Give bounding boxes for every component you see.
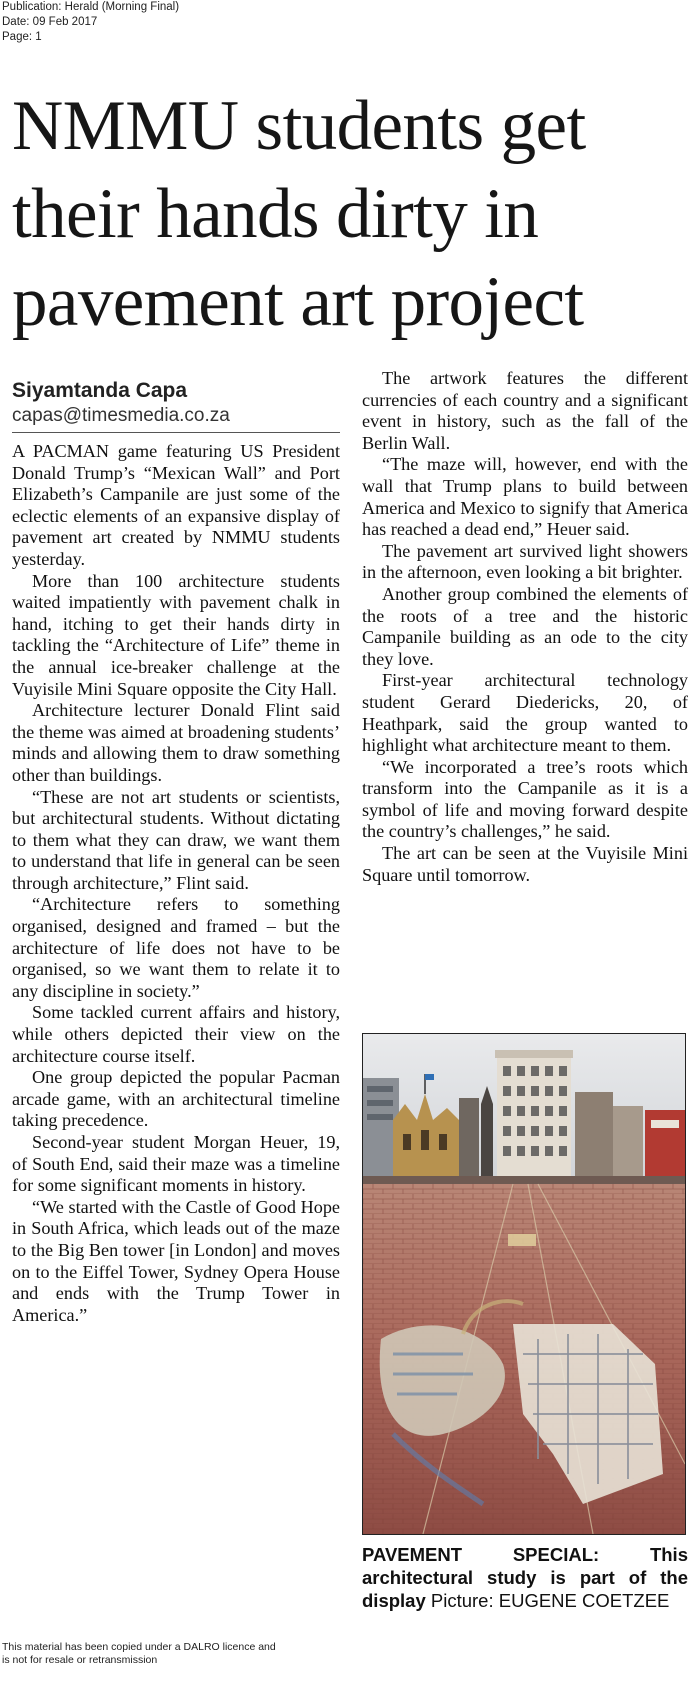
article-paragraph: “We started with the Castle of Good Hope in South Africa, which leads out of the maze to the Big Ben tower [in London] and moves on to the Eiffel Tower, Sydney Opera House and ends with the Trump Tower in America.” — [12, 1196, 340, 1325]
article-headline: NMMU students get their hands dirty in pavement art project — [12, 87, 586, 341]
publication-meta — [2, 0, 179, 45]
article-paragraph: A PACMAN game featuring US President Donald Trump’s “Mexican Wall” and Port Elizabeth’s Campanile are just some of the eclectic elements of an expansive display of pavement art created by NMMU students yesterday. — [12, 441, 340, 569]
licence-line-1: This material has been copied under a DALRO licence and — [2, 1641, 276, 1653]
caption-credit: Picture: EUGENE COETZEE — [425, 1590, 670, 1611]
byline-email: capas@timesmedia.co.za — [12, 404, 340, 433]
article-paragraph: “These are not art students or scientists, but architectural students. Without dictating to them what they can draw, we want them to understand that life in general can be seen through architecture,” Flint said. — [12, 786, 340, 893]
article-photo — [362, 1033, 686, 1535]
licence-line-2: is not for resale or retransmission — [2, 1654, 158, 1666]
article-paragraph: “Architecture refers to something organised, designed and framed – but the architecture of life does not have to be organised, so we want them to relate it to any discipline in society.” — [12, 894, 340, 1001]
article-paragraph: Some tackled current affairs and history, while others depicted their view on the architecture course itself. — [12, 1002, 340, 1066]
article-paragraph: Second-year student Morgan Heuer, 19, of South End, said their maze was a timeline for some significant moments in history. — [12, 1132, 340, 1196]
article-paragraph: “We incorporated a tree’s roots which transform into the Campanile as it is a symbol of life and moving forward despite the country’s challenges,” he said. — [362, 756, 688, 842]
caption-lead: PAVEMENT SPECIAL: This architectural study is part of the display — [362, 1544, 688, 1611]
article-column-right — [362, 368, 688, 886]
article-paragraph: Another group combined the elements of the roots of a tree and the historic Campanile building as an ode to the city they love. — [362, 583, 688, 669]
article-paragraph: “The maze will, however, end with the wall that Trump plans to build between America and Mexico to signify that America has reached a dead end,” Heuer said. — [362, 454, 688, 540]
publication-date: Date: 09 Feb 2017 — [2, 16, 98, 28]
article-paragraph: The art can be seen at the Vuyisile Mini Square until tomorrow. — [362, 843, 688, 885]
article-paragraph: First-year architectural technology student Gerard Diedericks, 20, of Heathpark, said the group wanted to highlight what architecture meant to them. — [362, 670, 688, 756]
publication-name: Publication: Herald (Morning Final) — [2, 1, 180, 13]
article-paragraph: One group depicted the popular Pacman arcade game, with an architectural timeline taking precedence. — [12, 1067, 340, 1131]
pavement-art-photo — [363, 1034, 685, 1534]
photo-caption — [362, 1543, 688, 1612]
article-paragraph: The pavement art survived light showers in the afternoon, even looking a bit brighter. — [362, 540, 688, 583]
article-paragraph: The artwork features the different currencies of each country and a significant event in history, such as the fall of the Berlin Wall. — [362, 368, 688, 453]
article-column-left — [12, 378, 340, 1326]
article-paragraph: More than 100 architecture students waited impatiently with pavement chalk in hand, itching to get their hands dirty in tackling the “Architecture of Life” theme in the annual ice-breaker challenge at the Vuyisile Mini Square opposite the City Hall. — [12, 570, 340, 699]
article-paragraph: Architecture lecturer Donald Flint said the theme was aimed at broadening students’ minds and allowing them to draw something other than buildings. — [12, 700, 340, 785]
byline-author: Siyamtanda Capa — [12, 379, 188, 402]
publication-page: Page: 1 — [2, 31, 42, 43]
left-column-body — [12, 441, 340, 1326]
licence-notice — [2, 1641, 276, 1667]
